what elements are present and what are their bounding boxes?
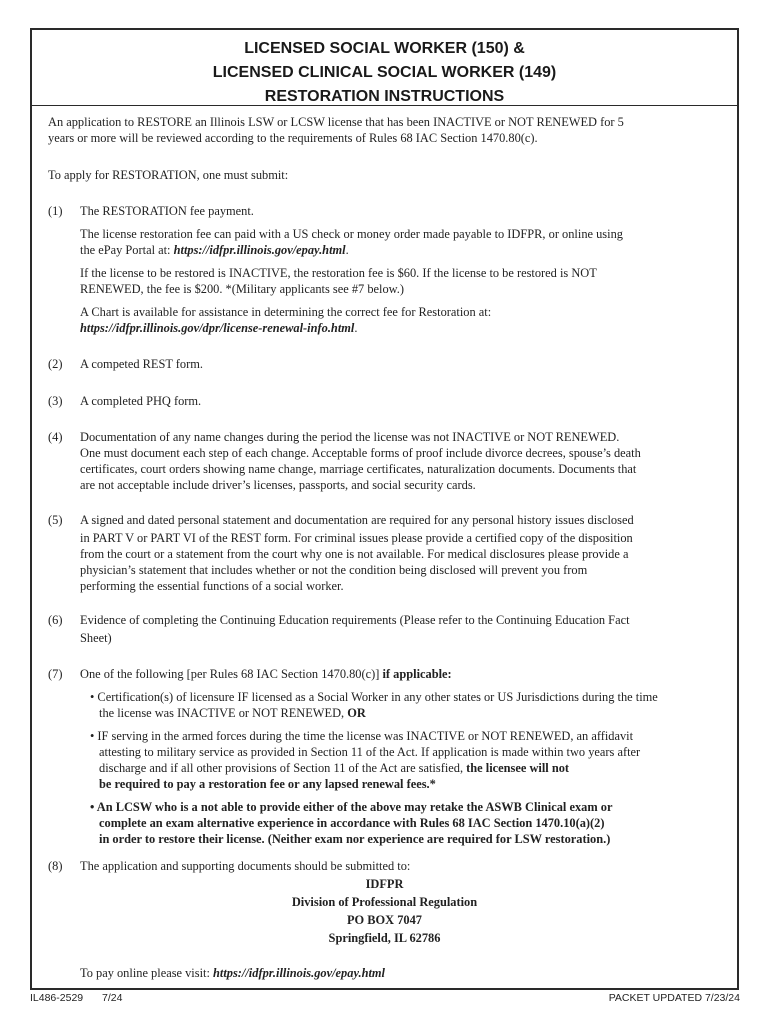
item-5-line-5: performing the essential functions of a social worker. xyxy=(80,579,344,593)
item-1-text: The RESTORATION fee payment. xyxy=(80,204,254,218)
address-line-4: Springfield, IL 62786 xyxy=(328,931,441,945)
item-4-line-2: One must document each step of each change. Acceptable forms of proof include divorce decrees, spouse’s death xyxy=(80,446,641,460)
bullet-2-bold: the licensee will not xyxy=(466,761,570,775)
title-block xyxy=(32,30,737,106)
item-7-bullet-1-line-1: • Certification(s) of licensure IF licensed as a Social Worker in any other states or US Jurisdictions during the time xyxy=(90,690,658,704)
online-payment-line xyxy=(80,965,385,981)
title-line-3: RESTORATION INSTRUCTIONS xyxy=(264,88,505,105)
epay-link[interactable]: https://idfpr.illinois.gov/epay.html xyxy=(173,243,346,257)
item-1-p2-line-2: RENEWED, the fee is $200. *(Military applicants see #7 below.) xyxy=(80,282,405,296)
bullet-2-text: discharge and if all other provisions of Section 11 of the Act are satisfied, xyxy=(99,761,467,775)
title-line-2: LICENSED CLINICAL SOCIAL WORKER (149) xyxy=(212,64,557,81)
item-7-intro-bold: if applicable: xyxy=(382,667,452,681)
intro-line-1: An application to RESTORE an Illinois LSW or LCSW license that has been INACTIVE or NOT RENEWED for 5 xyxy=(48,115,624,129)
item-7-bullet-3-line-2: complete an exam alternative experience in accordance with Rules 68 IAC Section 1470.10(a)(2) xyxy=(99,816,605,830)
item-1-p1-line-2 xyxy=(80,242,349,258)
bullet-1-text: the license was INACTIVE or NOT RENEWED, xyxy=(99,706,348,720)
item-1-p2-line-1: If the license to be restored is INACTIVE, the restoration fee is $60. If the license to be restored is NOT xyxy=(80,266,597,280)
item-5-line-3: from the court or a statement from the court why one is not available. For medical disclosures please provide a xyxy=(80,547,629,561)
item-5-line-2: in PART V or PART VI of the REST form. For criminal issues please provide a certified copy of the disposition xyxy=(80,531,633,545)
item-7-bullet-2-line-3 xyxy=(99,760,569,776)
item-2-text: A competed REST form. xyxy=(80,357,203,371)
item-1-p3-line-1: A Chart is available for assistance in determining the correct fee for Restoration at: xyxy=(80,305,492,319)
item-3-text: A completed PHQ form. xyxy=(80,394,202,408)
item-5-number: (5) xyxy=(48,513,63,527)
item-1-p3-suffix: . xyxy=(354,321,358,335)
renewal-info-link[interactable]: https://idfpr.illinois.gov/dpr/license-renewal-info.html xyxy=(80,321,355,335)
item-2-number: (2) xyxy=(48,357,63,371)
packet-updated: PACKET UPDATED 7/23/24 xyxy=(608,992,740,1004)
item-4-line-4: are not acceptable include driver’s licenses, passports, and social security cards. xyxy=(80,478,476,492)
item-7-bullet-2-line-4: be required to pay a restoration fee or any lapsed renewal fees.* xyxy=(99,777,436,791)
address-line-2: Division of Professional Regulation xyxy=(291,895,478,909)
item-1-p1-line-1: The license restoration fee can paid with a US check or money order made payable to IDFPR, or online using xyxy=(80,227,623,241)
address-line-1: IDFPR xyxy=(365,877,404,891)
item-3-number: (3) xyxy=(48,394,63,408)
title-line-1: LICENSED SOCIAL WORKER (150) & xyxy=(244,40,525,57)
item-8-number: (8) xyxy=(48,859,63,873)
intro-line-2: years or more will be reviewed according to the requirements of Rules 68 IAC Section 1470.80(c). xyxy=(48,131,538,145)
address-line-3: PO BOX 7047 xyxy=(346,913,423,927)
apply-line: To apply for RESTORATION, one must submit: xyxy=(48,168,289,182)
item-1-p3-line-2 xyxy=(80,320,357,336)
form-date: 7/24 xyxy=(102,992,123,1004)
item-5-line-1: A signed and dated personal statement and documentation are required for any personal history issues disclosed xyxy=(80,513,634,527)
item-1-p1-prefix: the ePay Portal at: xyxy=(80,243,174,257)
item-7-intro-text: One of the following [per Rules 68 IAC Section 1470.80(c)] xyxy=(80,667,383,681)
item-4-line-3: certificates, court orders showing name change, marriage certificates, naturalization documents. Documents that xyxy=(80,462,637,476)
item-7-intro xyxy=(80,666,452,682)
item-7-bullet-3-line-3: in order to restore their license. (Neither exam nor experience are required for LSW restoration.) xyxy=(99,832,611,846)
bullet-1-or: OR xyxy=(347,706,366,720)
item-4-line-1: Documentation of any name changes during the period the license was not INACTIVE or NOT RENEWED. xyxy=(80,430,620,444)
form-id: IL486-2529 xyxy=(30,992,84,1004)
item-7-bullet-1-line-2 xyxy=(99,705,366,721)
item-7-bullet-2-line-2: attesting to military service as provided in Section 11 of the Act. If application is made within two years after xyxy=(99,745,641,759)
item-6-line-1: Evidence of completing the Continuing Education requirements (Please refer to the Continuing Education Fact xyxy=(80,613,630,627)
item-1-number: (1) xyxy=(48,204,63,218)
item-6-line-2: Sheet) xyxy=(80,631,112,645)
item-1-p1-suffix: . xyxy=(345,243,349,257)
item-7-number: (7) xyxy=(48,667,63,681)
item-6-number: (6) xyxy=(48,613,63,627)
online-epay-link[interactable]: https://idfpr.illinois.gov/epay.html xyxy=(213,966,385,980)
online-prefix: To pay online please visit: xyxy=(80,966,213,980)
item-4-number: (4) xyxy=(48,430,63,444)
item-7-bullet-3-line-1: • An LCSW who is a not able to provide either of the above may retake the ASWB Clinical exam or xyxy=(90,800,613,814)
item-7-bullet-2-line-1: • IF serving in the armed forces during the time the license was INACTIVE or NOT RENEWED, an affidavit xyxy=(90,729,634,743)
item-8-text: The application and supporting documents should be submitted to: xyxy=(80,859,411,873)
item-5-line-4: physician’s statement that includes whether or not the condition being disclosed will prevent you from xyxy=(80,563,588,577)
